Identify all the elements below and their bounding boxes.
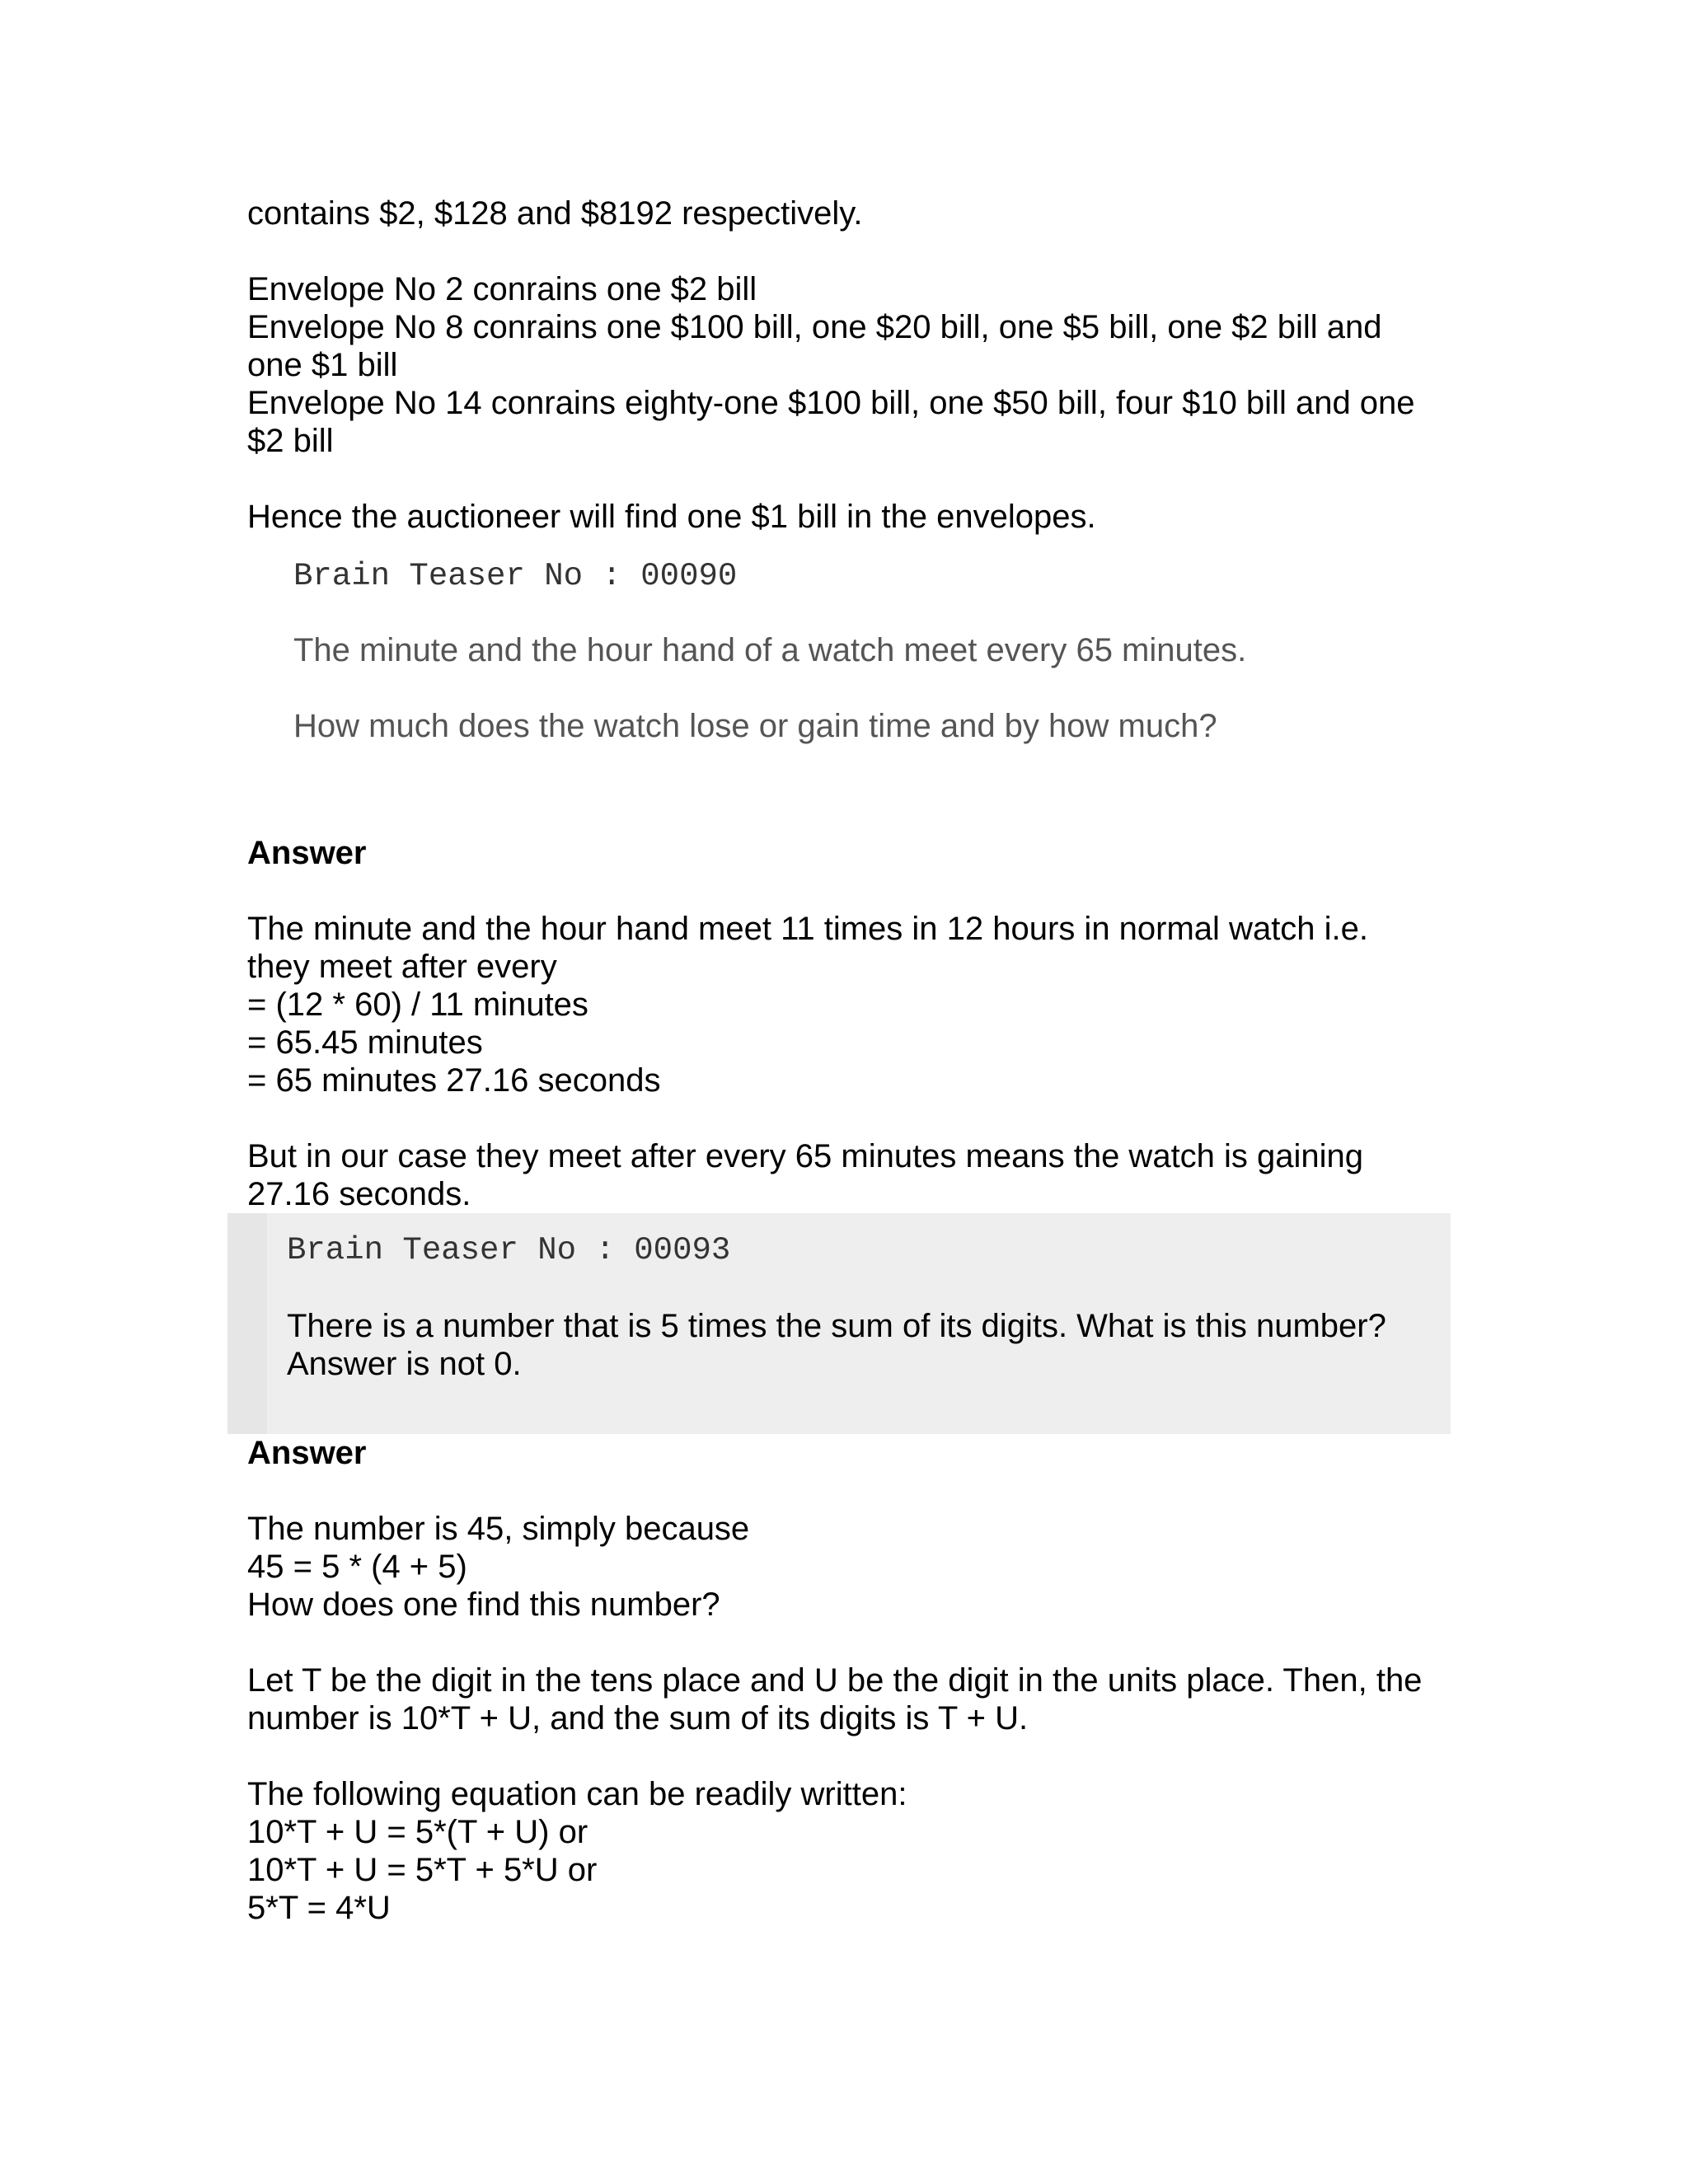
teaser-93-answer-line-5: number is 10*T + U, and the sum of its digits is T + U. <box>247 1700 1029 1736</box>
envelope-8-line: Envelope No 8 conrains one $100 bill, one $20 bill, one $5 bill, one $2 bill and <box>247 309 1382 345</box>
teaser-93-answer-line-4: Let T be the digit in the tens place and U be the digit in the units place. Then, the <box>247 1662 1423 1699</box>
teaser-90-answer-line-2: they meet after every <box>247 949 557 985</box>
teaser-90-header: Brain Teaser No : 00090 <box>293 558 738 594</box>
teaser-90-answer-line-6: But in our case they meet after every 65 minutes means the watch is gaining <box>247 1138 1364 1174</box>
teaser-90-question-1: The minute and the hour hand of a watch meet every 65 minutes. <box>293 632 1247 668</box>
teaser-90-answer-line-3: = (12 * 60) / 11 minutes <box>247 987 588 1023</box>
teaser-93-header: Brain Teaser No : 00093 <box>287 1232 731 1268</box>
teaser-93-answer-line-1: The number is 45, simply because <box>247 1511 750 1547</box>
teaser-90-answer-line-4: = 65.45 minutes <box>247 1024 483 1061</box>
teaser-90-question-2: How much does the watch lose or gain time and by how much? <box>293 708 1217 744</box>
teaser-90-answer-line-7: 27.16 seconds. <box>247 1176 471 1212</box>
teaser-93-answer-line-2: 45 = 5 * (4 + 5) <box>247 1549 467 1585</box>
teaser-93-answer-line-6: The following equation can be readily written: <box>247 1776 907 1812</box>
teaser-93-answer-line-9: 5*T = 4*U <box>247 1890 391 1926</box>
envelope-contents-line: contains $2, $128 and $8192 respectively. <box>247 195 863 232</box>
teaser-90-answer-line-1: The minute and the hour hand meet 11 times in 12 hours in normal watch i.e. <box>247 911 1369 947</box>
teaser-90-answer-heading: Answer <box>247 835 367 871</box>
teaser-93-answer-line-8: 10*T + U = 5*T + 5*U or <box>247 1852 598 1888</box>
envelope-14-line: Envelope No 14 conrains eighty-one $100 bill, one $50 bill, four $10 bill and one <box>247 385 1415 421</box>
teaser-93-question-2: Answer is not 0. <box>287 1346 522 1382</box>
envelope-14-line-cont: $2 bill <box>247 423 334 459</box>
teaser-90-answer-line-5: = 65 minutes 27.16 seconds <box>247 1062 661 1099</box>
teaser-93-answer-line-3: How does one find this number? <box>247 1586 720 1623</box>
teaser-93-question-1: There is a number that is 5 times the sum of its digits. What is this number? <box>287 1308 1386 1344</box>
envelope-2-line: Envelope No 2 conrains one $2 bill <box>247 271 757 307</box>
envelope-8-line-cont: one $1 bill <box>247 347 398 383</box>
teaser-93-answer-heading: Answer <box>247 1435 367 1471</box>
auctioneer-conclusion: Hence the auctioneer will find one $1 bill in the envelopes. <box>247 499 1096 535</box>
teaser-93-answer-line-7: 10*T + U = 5*(T + U) or <box>247 1814 588 1850</box>
